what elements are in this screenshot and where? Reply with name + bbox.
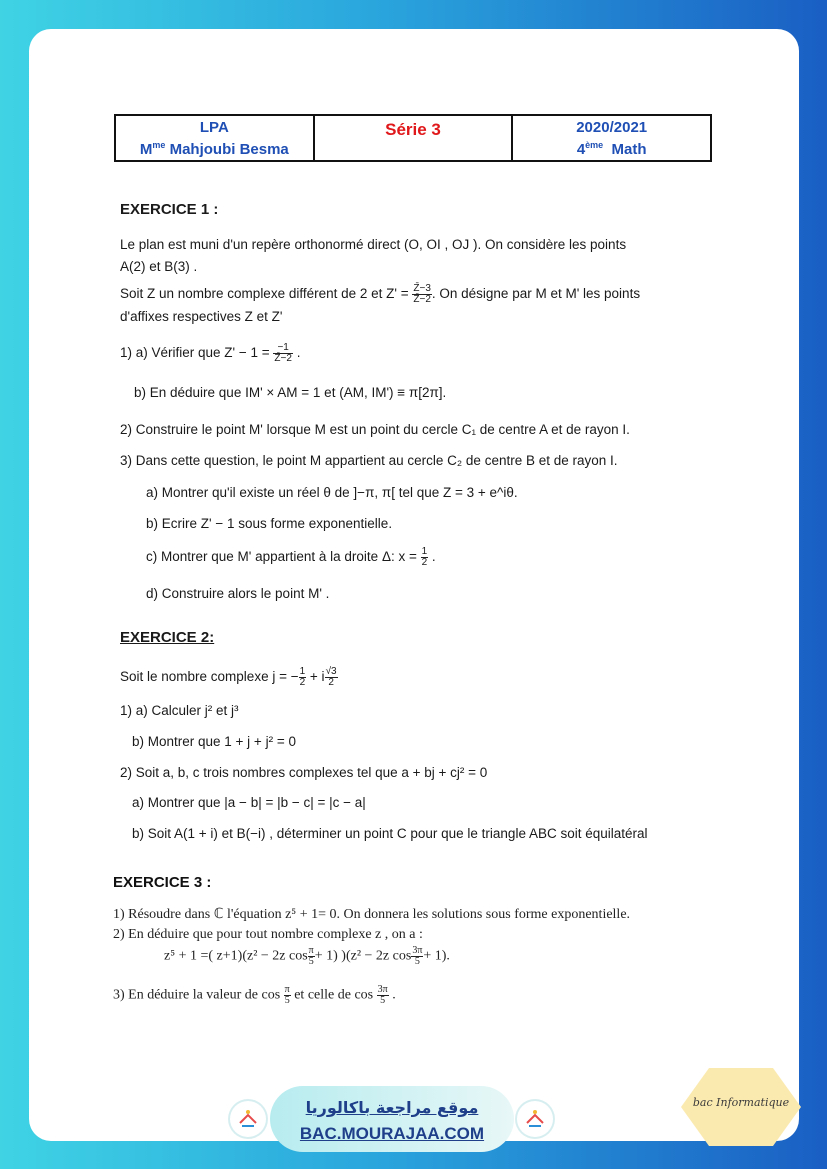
ex2-q2b: b) Soit A(1 + i) et B(−i) , déterminer un point C pour que le triangle ABC soit équilatéral [132,826,648,841]
ex3-q3: 3) En déduire la valeur de cos $\frac{\pi}{5}$ et celle de cos $\frac{3\pi}{5}$ . [113,984,396,1006]
footer-arabic-title: موقع مراجعة باكالوريا [305,1098,479,1117]
ex1-intro-line3: Soit Z un nombre complexe différent de 2 et Z' = $\frac{Z̄-3}{Z̄-2}$ . On désigne par M et M' les points [120,283,641,305]
ex2-q1a: 1) a) Calculer j² et j³ [120,703,239,718]
ex1-intro-line1: Le plan est muni d'un repère orthonormé direct (O, OI , OJ ). On considère les points [120,237,627,252]
fraction: $\frac{1}{2}$ [299,666,306,688]
ex3-formula: z⁵ + 1 =( z+1)(z² − 2z cos $\frac{\pi}{5}$ + 1) )(z² − 2z cos $\frac{3\pi}{5}$ + 1). [164,945,450,967]
fraction: $\frac{1}{2}$ [421,546,428,568]
ex1-intro-line2: A(2) et B(3) . [120,259,198,274]
ex1-q2: 2) Construire le point M' lorsque M est un point du cercle C₁ de centre A et de rayon I. [120,422,630,437]
header-school-cell [116,116,313,160]
site-logo-left-icon [230,1101,266,1137]
header-year-cell [511,116,710,160]
ex1-q3d: d) Construire alors le point M' . [146,586,330,601]
fraction: $\frac{-1}{Z̄-2}$ [274,342,292,364]
ex1-q1b: b) En déduire que IM' × AM = 1 et (AM, IM') ≡ π[2π]. [134,385,447,400]
fraction: $\frac{Z̄-3}{Z̄-2}$ [413,283,431,305]
ex1-q3a: a) Montrer qu'il existe un réel θ de ]−π, π[ tel que Z = 3 + e^iθ. [146,485,518,500]
ex1-intro-line4: d'affixes respectives Z et Z' [120,309,283,324]
bac-informatique-text: bac Informatique [692,1096,790,1109]
ex1-q3: 3) Dans cette question, le point M appartient au cercle C₂ de centre B et de rayon I. [120,453,618,468]
exercise-3-title: EXERCICE 3 : [113,874,212,891]
ex3-q1: 1) Résoudre dans ℂ l'équation z⁵ + 1= 0. On donnera les solutions sous forme exponentielle. [113,907,631,922]
teacher-name: $M^{me}$ Mahjoubi Besma [139,140,289,158]
fraction: $\frac{3\pi}{5}$ [377,984,388,1006]
bac-informatique-badge [679,1066,803,1148]
ex1-q3b: b) Ecrire Z' − 1 sous forme exponentielle. [146,516,393,531]
exercise-2-title: EXERCICE 2: [120,629,215,646]
ex2-q2a: a) Montrer que |a − b| = |b − c| = |c − a| [132,795,366,810]
ex3-q2: 2) En déduire que pour tout nombre complexe z , on a : [113,927,423,942]
exercise-1-title: EXERCICE 1 : [120,201,219,218]
school-year: 2020/2021 [576,119,648,136]
ex1-q1a: 1) a) Vérifier que Z' − 1 = $\frac{-1}{Z̄-2}$ . [120,342,301,364]
series-title: Série 3 [313,116,512,160]
site-logo-right-icon [517,1101,553,1137]
document-page [29,29,799,1141]
fraction: $\frac{√3}{2}$ [325,666,337,688]
ex2-q1b: b) Montrer que 1 + j + j² = 0 [132,734,296,749]
ex2-q2: 2) Soit a, b, c trois nombres complexes tel que a + bj + cj² = 0 [120,765,488,780]
school-name: LPA [199,119,229,136]
footer-site-badge[interactable] [270,1086,514,1152]
fraction: $\frac{\pi}{5}$ [284,984,290,1006]
fraction: $\frac{3\pi}{5}$ [412,945,423,967]
footer-site-link[interactable]: BAC.MOURAJAA.COM [299,1124,485,1143]
ex1-q3c: c) Montrer que M' appartient à la droite Δ: x = $\frac{1}{2}$ . [146,546,436,568]
fraction: $\frac{\pi}{5}$ [308,945,314,967]
ex2-intro: Soit le nombre complexe j = − $\frac{1}{2}$ + i $\frac{√3}{2}$ [120,666,337,688]
grade: 4ème Math [576,140,647,158]
header-table [114,114,712,162]
